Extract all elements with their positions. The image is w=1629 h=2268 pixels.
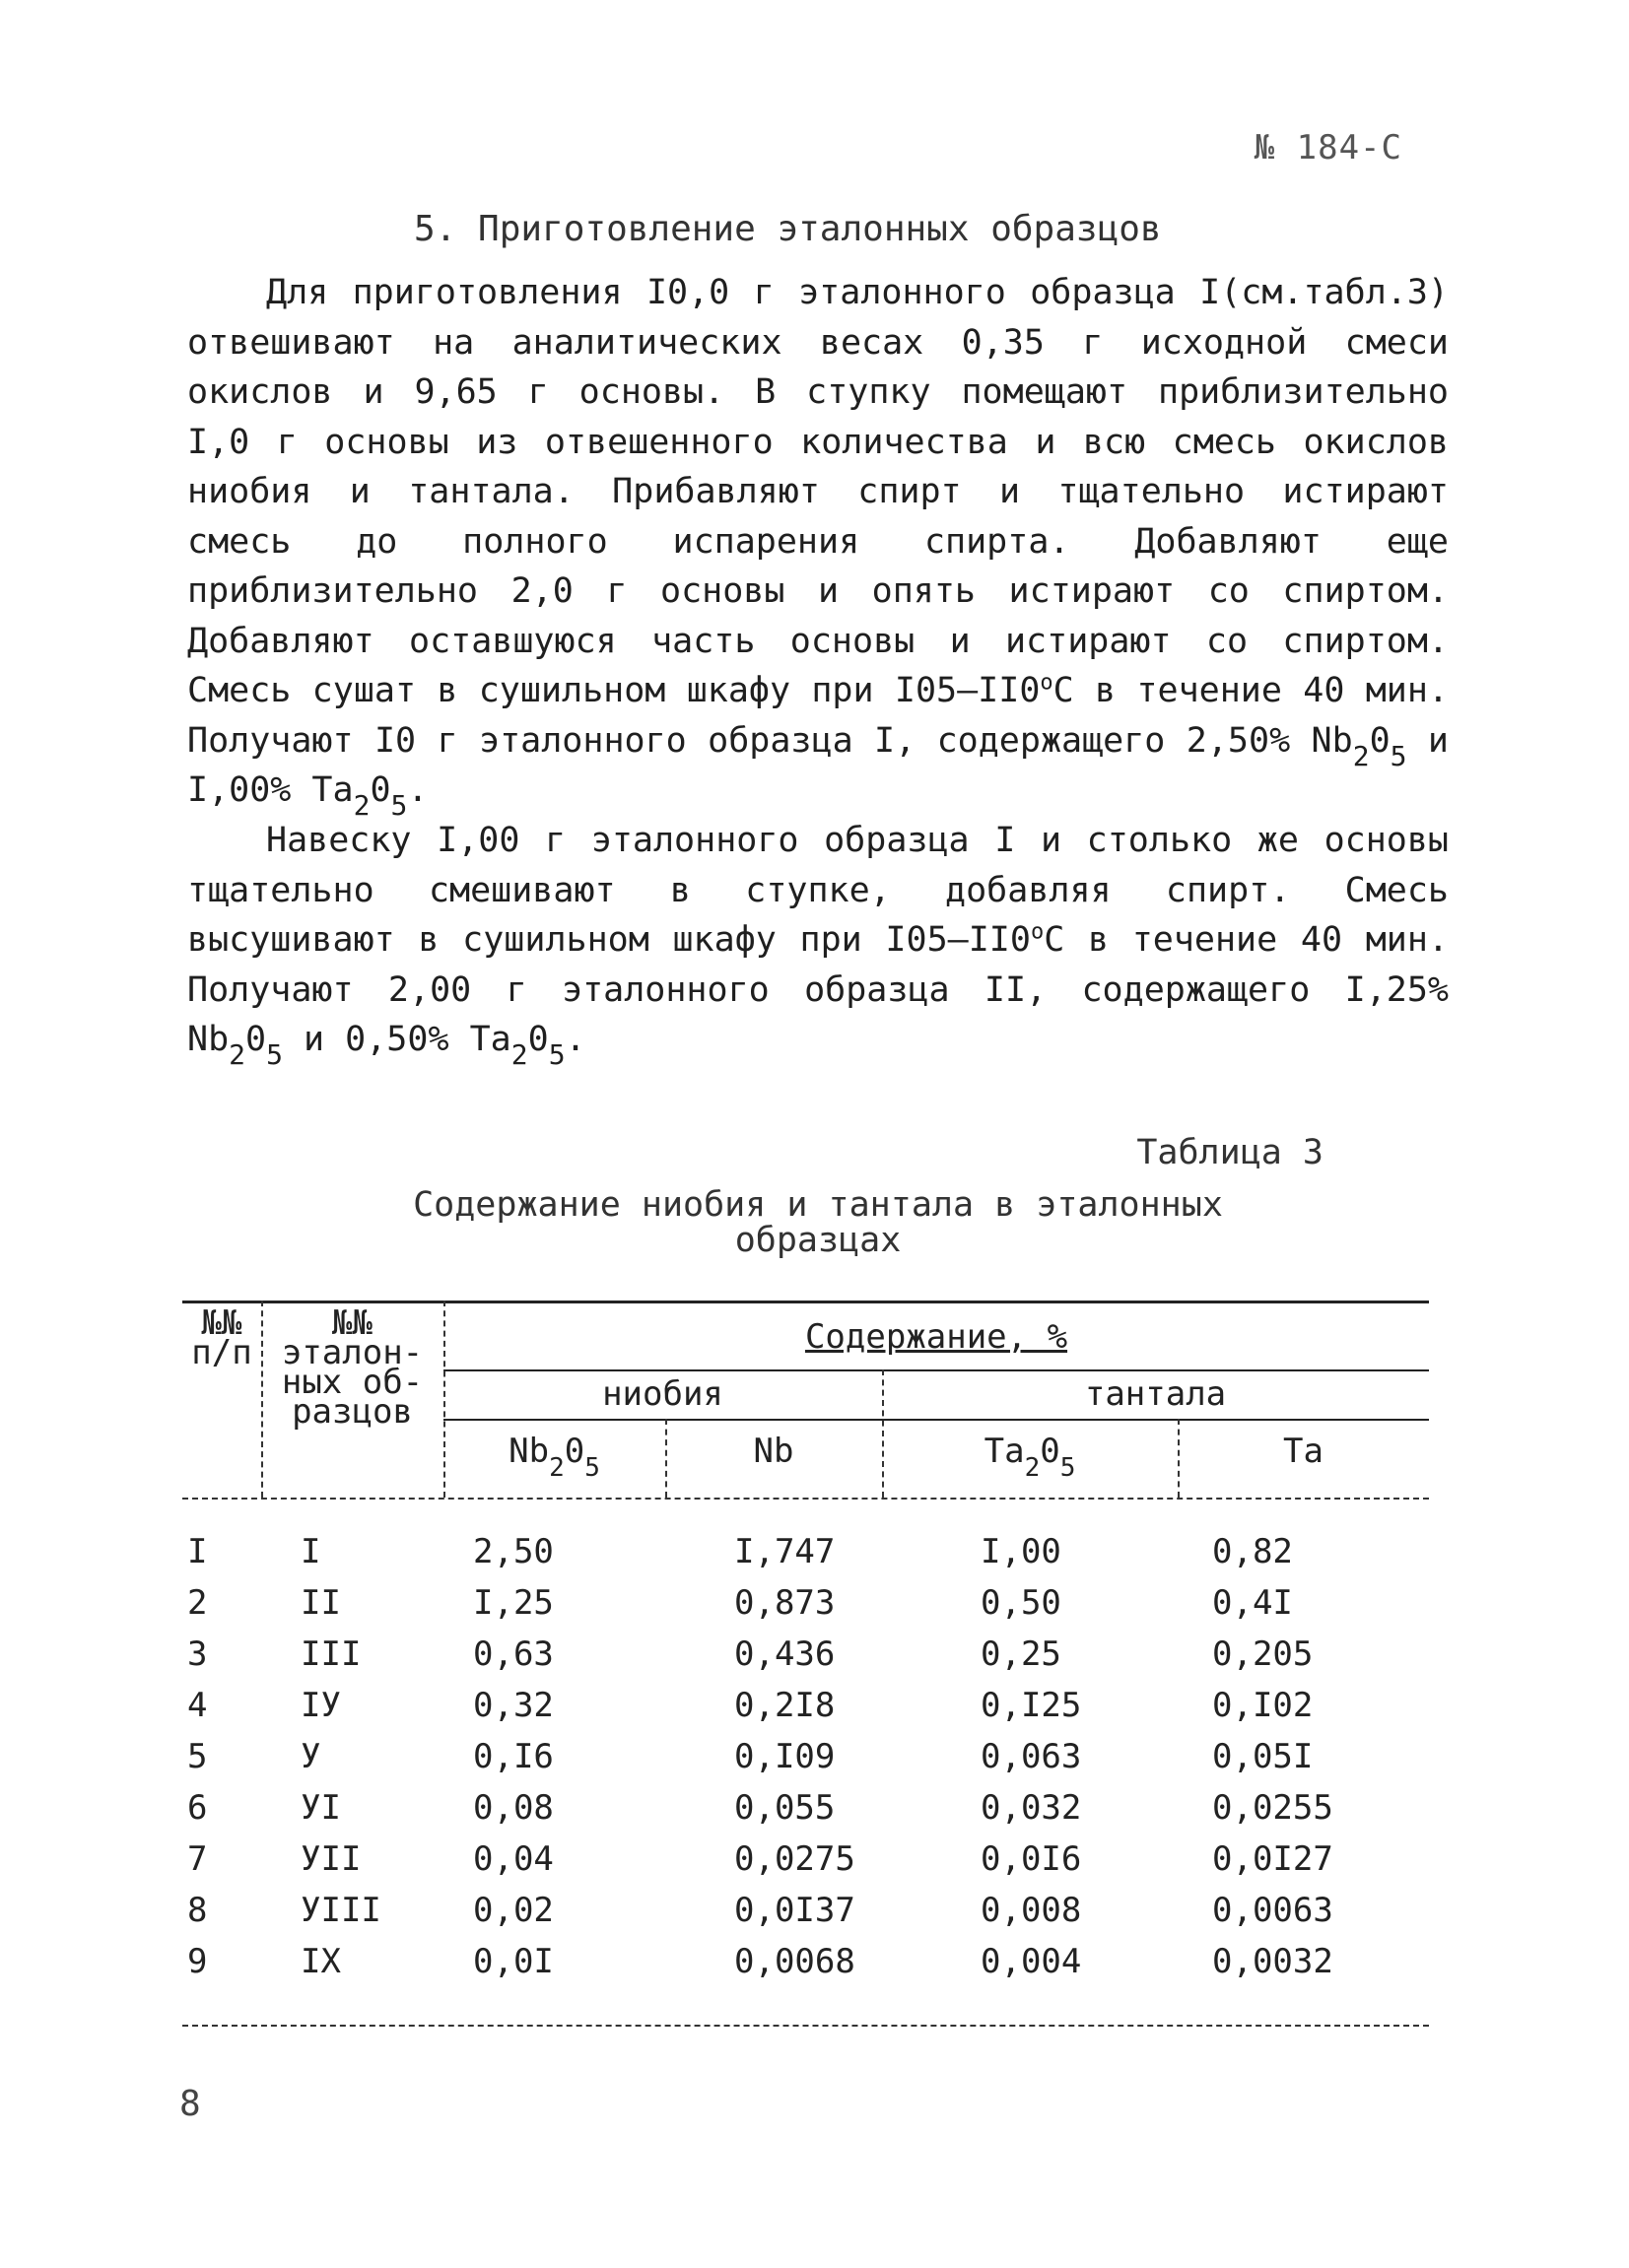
nb2o5-value: 0,0I [473,1942,554,1981]
table-bottom-rule [182,2025,1429,2027]
sample-id: УIII [301,1891,381,1930]
header-ta2o5 [882,1432,1178,1483]
header-nb: Nb [753,1432,794,1471]
ta-value: 0,0032 [1212,1942,1333,1981]
element-header-rule [443,1419,1429,1421]
paragraph-2-text-f: . [565,1020,586,1059]
nb2o5-value: 0,I6 [473,1737,554,1776]
sample-id: I [301,1532,321,1571]
paragraph-1-text-a: Для приготовления I0,0 г эталонного образца I(см.табл.3) отвешивают на аналитических весах 0,35 г исходной смеси окислов и 9,65 г основы. В ступку помещают приблизительно I,0 г основы из отвешенного количества и всю смесь окислов ниобия и тантала. Прибавляют спирт и тщательно истирают смесь до полного испарения спирта. Добавляют еще приблизительно 2,0 г основы и опять истирают со спиртом. Добавляют оставшуюся часть основы и истирают со спиртом. Смесь сушат в сушильном шкафу при I05–II0 [187,273,1449,710]
paragraph-1-text-e: 0 [370,770,391,810]
degree-sign: о [1030,919,1045,945]
header-row-number [182,1303,261,1372]
ta2o5-value: 0,50 [981,1583,1061,1623]
ta-value: 0,82 [1212,1532,1293,1571]
nb2o5-value: I,25 [473,1583,554,1623]
sample-id: УI [301,1788,341,1828]
sample-id: III [301,1634,362,1674]
paragraph-1-text-d: и I,00% Ta [187,720,1449,810]
paragraph-2-text-a: Навеску I,00 г эталонного образца I и столько же основы тщательно смешивают в ступке, добавляя спирт. Смесь высушивают в сушильном шкафу при I05–II0 [187,821,1449,960]
paragraph-1-text-b: С в течение 40 мин. Получают I0 г эталонного образца I, содержащего 2,50% Nb [187,671,1449,761]
ta2o5-value: 0,004 [981,1942,1082,1981]
ta2o5-value: I,00 [981,1532,1061,1571]
nb-value: I,747 [734,1532,836,1571]
ta-value: 0,0I27 [1212,1839,1333,1879]
row-number: 7 [187,1839,208,1879]
degree-sign: о [1040,670,1053,696]
section-heading: 5. Приготовление эталонных образцов [414,209,1162,249]
header-ta: Ta [1283,1432,1324,1471]
header-num-line-1: №№ [201,1303,242,1343]
paragraph-1-text-c: 0 [1369,720,1391,761]
ta2o5-value: 0,008 [981,1891,1082,1930]
nb-value: 0,436 [734,1634,836,1674]
ta2o5-value: 0,032 [981,1788,1082,1828]
sample-id: УII [301,1839,362,1879]
header-nb2o5 [443,1432,665,1483]
subscript: 5 [584,1452,600,1483]
table-row [182,1732,1429,1781]
nb2o5-value: 0,63 [473,1634,554,1674]
header-ta2o5-symbol: Ta [984,1432,1025,1471]
table-caption-line-2: образцах [734,1221,902,1260]
paragraph-2-text-c: 0 [245,1020,267,1059]
subscript: 5 [1059,1452,1076,1483]
row-number: 8 [187,1891,208,1930]
table-row [182,1578,1429,1628]
table-row [182,1681,1429,1730]
header-tantalum: тантала [1084,1374,1227,1414]
header-num-line-2: п/п [191,1333,252,1372]
subscript: 5 [390,789,408,822]
document-code: № 184-С [1254,128,1402,167]
header-sample [261,1303,443,1432]
header-sample-line-2: эталон- [281,1333,424,1372]
table-row [182,1937,1429,1986]
ta-value: 0,0255 [1212,1788,1333,1828]
nb-value: 0,2I8 [734,1686,836,1725]
header-nb2o5-symbol: Nb [509,1432,550,1471]
nb2o5-value: 0,32 [473,1686,554,1725]
ta2o5-value: 0,063 [981,1737,1082,1776]
subscript: 2 [549,1452,565,1483]
ta-value: 0,4I [1212,1583,1293,1623]
header-nb2o5-oxygen: 0 [564,1432,585,1471]
sample-id: II [301,1583,341,1623]
nb2o5-value: 0,04 [473,1839,554,1879]
page-number: 8 [179,2084,201,2124]
header-ta2o5-oxygen: 0 [1040,1432,1060,1471]
ta2o5-value: 0,0I6 [981,1839,1082,1879]
nb-value: 0,0I37 [734,1891,855,1930]
subscript: 2 [229,1038,246,1071]
nb-value: 0,0068 [734,1942,855,1981]
header-sample-line-4: разцов [292,1392,413,1432]
sample-id: IX [301,1942,341,1981]
table-row [182,1834,1429,1884]
header-niobium: ниобия [602,1374,723,1414]
nb2o5-value: 0,08 [473,1788,554,1828]
ta-value: 0,205 [1212,1634,1314,1674]
header-sample-line-3: ных об- [281,1363,424,1402]
nb2o5-value: 2,50 [473,1532,554,1571]
row-number: 3 [187,1634,208,1674]
subscript: 2 [353,789,371,822]
table-row [182,1783,1429,1833]
subscript: 2 [1024,1452,1041,1483]
nb-value: 0,055 [734,1788,836,1828]
paragraph-1 [187,268,1449,822]
content-header-rule [443,1369,1429,1371]
ta-value: 0,0063 [1212,1891,1333,1930]
ta2o5-value: 0,25 [981,1634,1061,1674]
header-sample-line-1: №№ [332,1303,373,1343]
nb2o5-value: 0,02 [473,1891,554,1930]
row-number: 6 [187,1788,208,1828]
paragraph-2-text-e: 0 [527,1020,549,1059]
paragraph-2 [187,816,1449,1071]
table-caption-line-1: Содержание ниобия и тантала в эталонных [413,1185,1223,1225]
paragraph-2-text-b: С в течение 40 мин. Получают 2,00 г эталонного образца II, содержащего I,25% Nb [187,920,1449,1059]
row-number: 4 [187,1686,208,1725]
nb-value: 0,0275 [734,1839,855,1879]
header-content: Содержание, % [804,1317,1068,1357]
subscript: 5 [548,1038,566,1071]
table-row [182,1527,1429,1576]
ta2o5-value: 0,I25 [981,1686,1082,1725]
paragraph-2-text-d: и 0,50% Ta [282,1020,511,1059]
paragraph-1-text-f: . [407,770,429,810]
subscript: 5 [266,1038,283,1071]
sample-id: У [301,1737,321,1776]
table-row [182,1886,1429,1935]
row-number: I [187,1532,208,1571]
table-caption [374,1187,1261,1258]
row-number: 9 [187,1942,208,1981]
nb-value: 0,873 [734,1583,836,1623]
row-number: 2 [187,1583,208,1623]
nb-value: 0,I09 [734,1737,836,1776]
ta-value: 0,I02 [1212,1686,1314,1725]
subscript: 2 [1352,739,1370,772]
subscript: 5 [1390,739,1407,772]
table-row [182,1630,1429,1679]
subscript: 2 [510,1038,528,1071]
ta-value: 0,05I [1212,1737,1314,1776]
row-number: 5 [187,1737,208,1776]
header-bottom-rule [182,1498,1429,1500]
table-label: Таблица 3 [1136,1133,1324,1172]
sample-id: IУ [301,1686,341,1725]
